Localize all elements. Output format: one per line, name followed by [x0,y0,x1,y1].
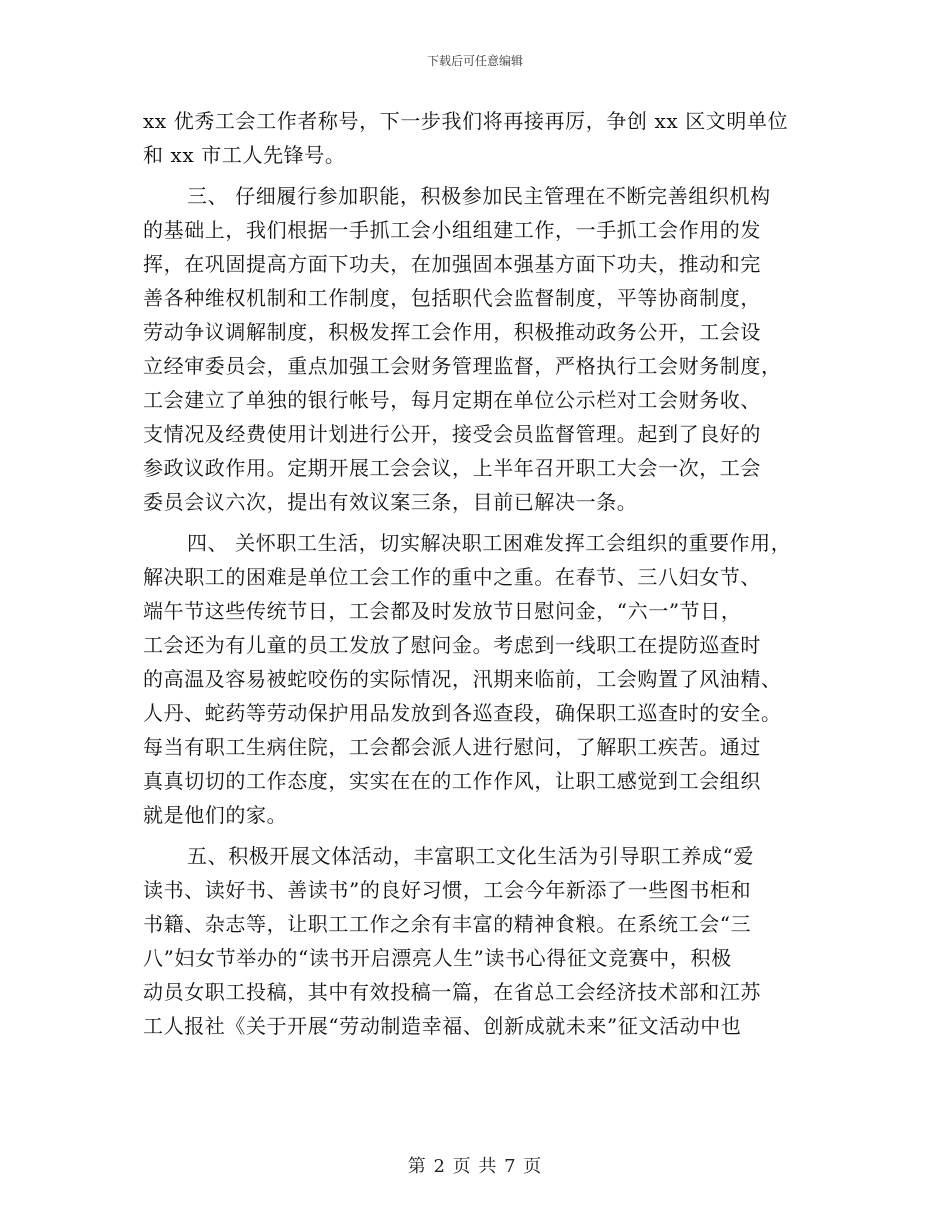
text-line: 支情况及经费使用计划进行公开，接受会员监督管理。起到了良好的 [143,422,761,446]
text-line: 善各种维权机制和工作制度，包括职代会监督制度，平等协商制度， [143,286,761,310]
text-line: 立经审委员会，重点加强工会财务管理监督，严格执行工会财务制度， [143,354,782,378]
text-line: 读书、读好书、善读书”的良好习惯，工会今年新添了一些图书柜和 [143,878,752,902]
text-line: 真真切切的工作态度，实实在在的工作作风，让职工感觉到工会组织 [143,769,761,793]
text-line: 就是他们的家。 [143,803,288,827]
text-line: 四、 关怀职工生活，切实解决职工困难发挥工会组织的重要作用， [187,531,792,555]
text-line: 八”妇女节举办的“读书开启漂亮人生”读书心得征文竞赛中，积极 [143,946,732,970]
text-line: 每当有职工生病住院，工会都会派人进行慰问，了解职工疾苦。通过 [143,735,761,759]
text-line: 委员会议六次，提出有效议案三条，目前已解决一条。 [143,490,638,514]
text-line: 的基础上，我们根据一手抓工会小组组建工作，一手抓工会作用的发 [143,218,761,242]
text-line: 工会还为有儿童的员工发放了慰问金。考虑到一线职工在提防巡查时 [143,633,761,657]
page-number-footer: 第 2 页 共 7 页 [407,1156,543,1177]
text-line: 的高温及容易被蛇咬伤的实际情况，汛期来临前，工会购置了风油精、 [143,667,782,691]
page-header: 下载后可任意编辑 [426,54,523,68]
text-line: 工会建立了单独的银行帐号，每月定期在单位公示栏对工会财务收、 [143,388,761,412]
text-line: 和 xx 市工人先锋号。 [143,143,346,167]
text-line: 工人报社《关于开展“劳动制造幸福、创新成就未来”征文活动中也 [143,1014,742,1038]
text-line: 书籍、杂志等，让职工工作之余有丰富的精神食粮。在系统工会“三 [143,912,752,936]
text-line: 人丹、蛇药等劳动保护用品发放到各巡查段，确保职工巡查时的安全。 [143,701,782,725]
text-line: 劳动争议调解制度，积极发挥工会作用，积极推动政务公开，工会设 [143,320,761,344]
text-line: 五、积极开展文体活动，丰富职工文化生活为引导职工养成“爱 [187,844,755,868]
text-line: 端午节这些传统节日，工会都及时发放节日慰问金，“六一”节日， [143,599,742,623]
paragraph-continuation [143,104,823,172]
text-line: 参政议政作用。定期开展工会会议，上半年召开职工大会一次，工会 [143,456,761,480]
paragraph-section-5 [143,839,823,1043]
text-line: 挥，在巩固提高方面下功夫，在加强固本强基方面下功夫，推动和完 [143,252,761,276]
paragraph-section-4 [143,526,823,832]
text-line: 三、 仔细履行参加职能，积极参加民主管理在不断完善组织机构 [187,184,771,208]
text-line: xx 优秀工会工作者称号，下一步我们将再接再厉，争创 xx 区文明单位 [143,109,789,133]
document-body [143,104,823,1043]
text-line: 动员女职工投稿，其中有效投稿一篇，在省总工会经济技术部和江苏 [143,980,761,1004]
paragraph-section-3 [143,179,823,519]
text-line: 解决职工的困难是单位工会工作的重中之重。在春节、三八妇女节、 [143,565,761,589]
